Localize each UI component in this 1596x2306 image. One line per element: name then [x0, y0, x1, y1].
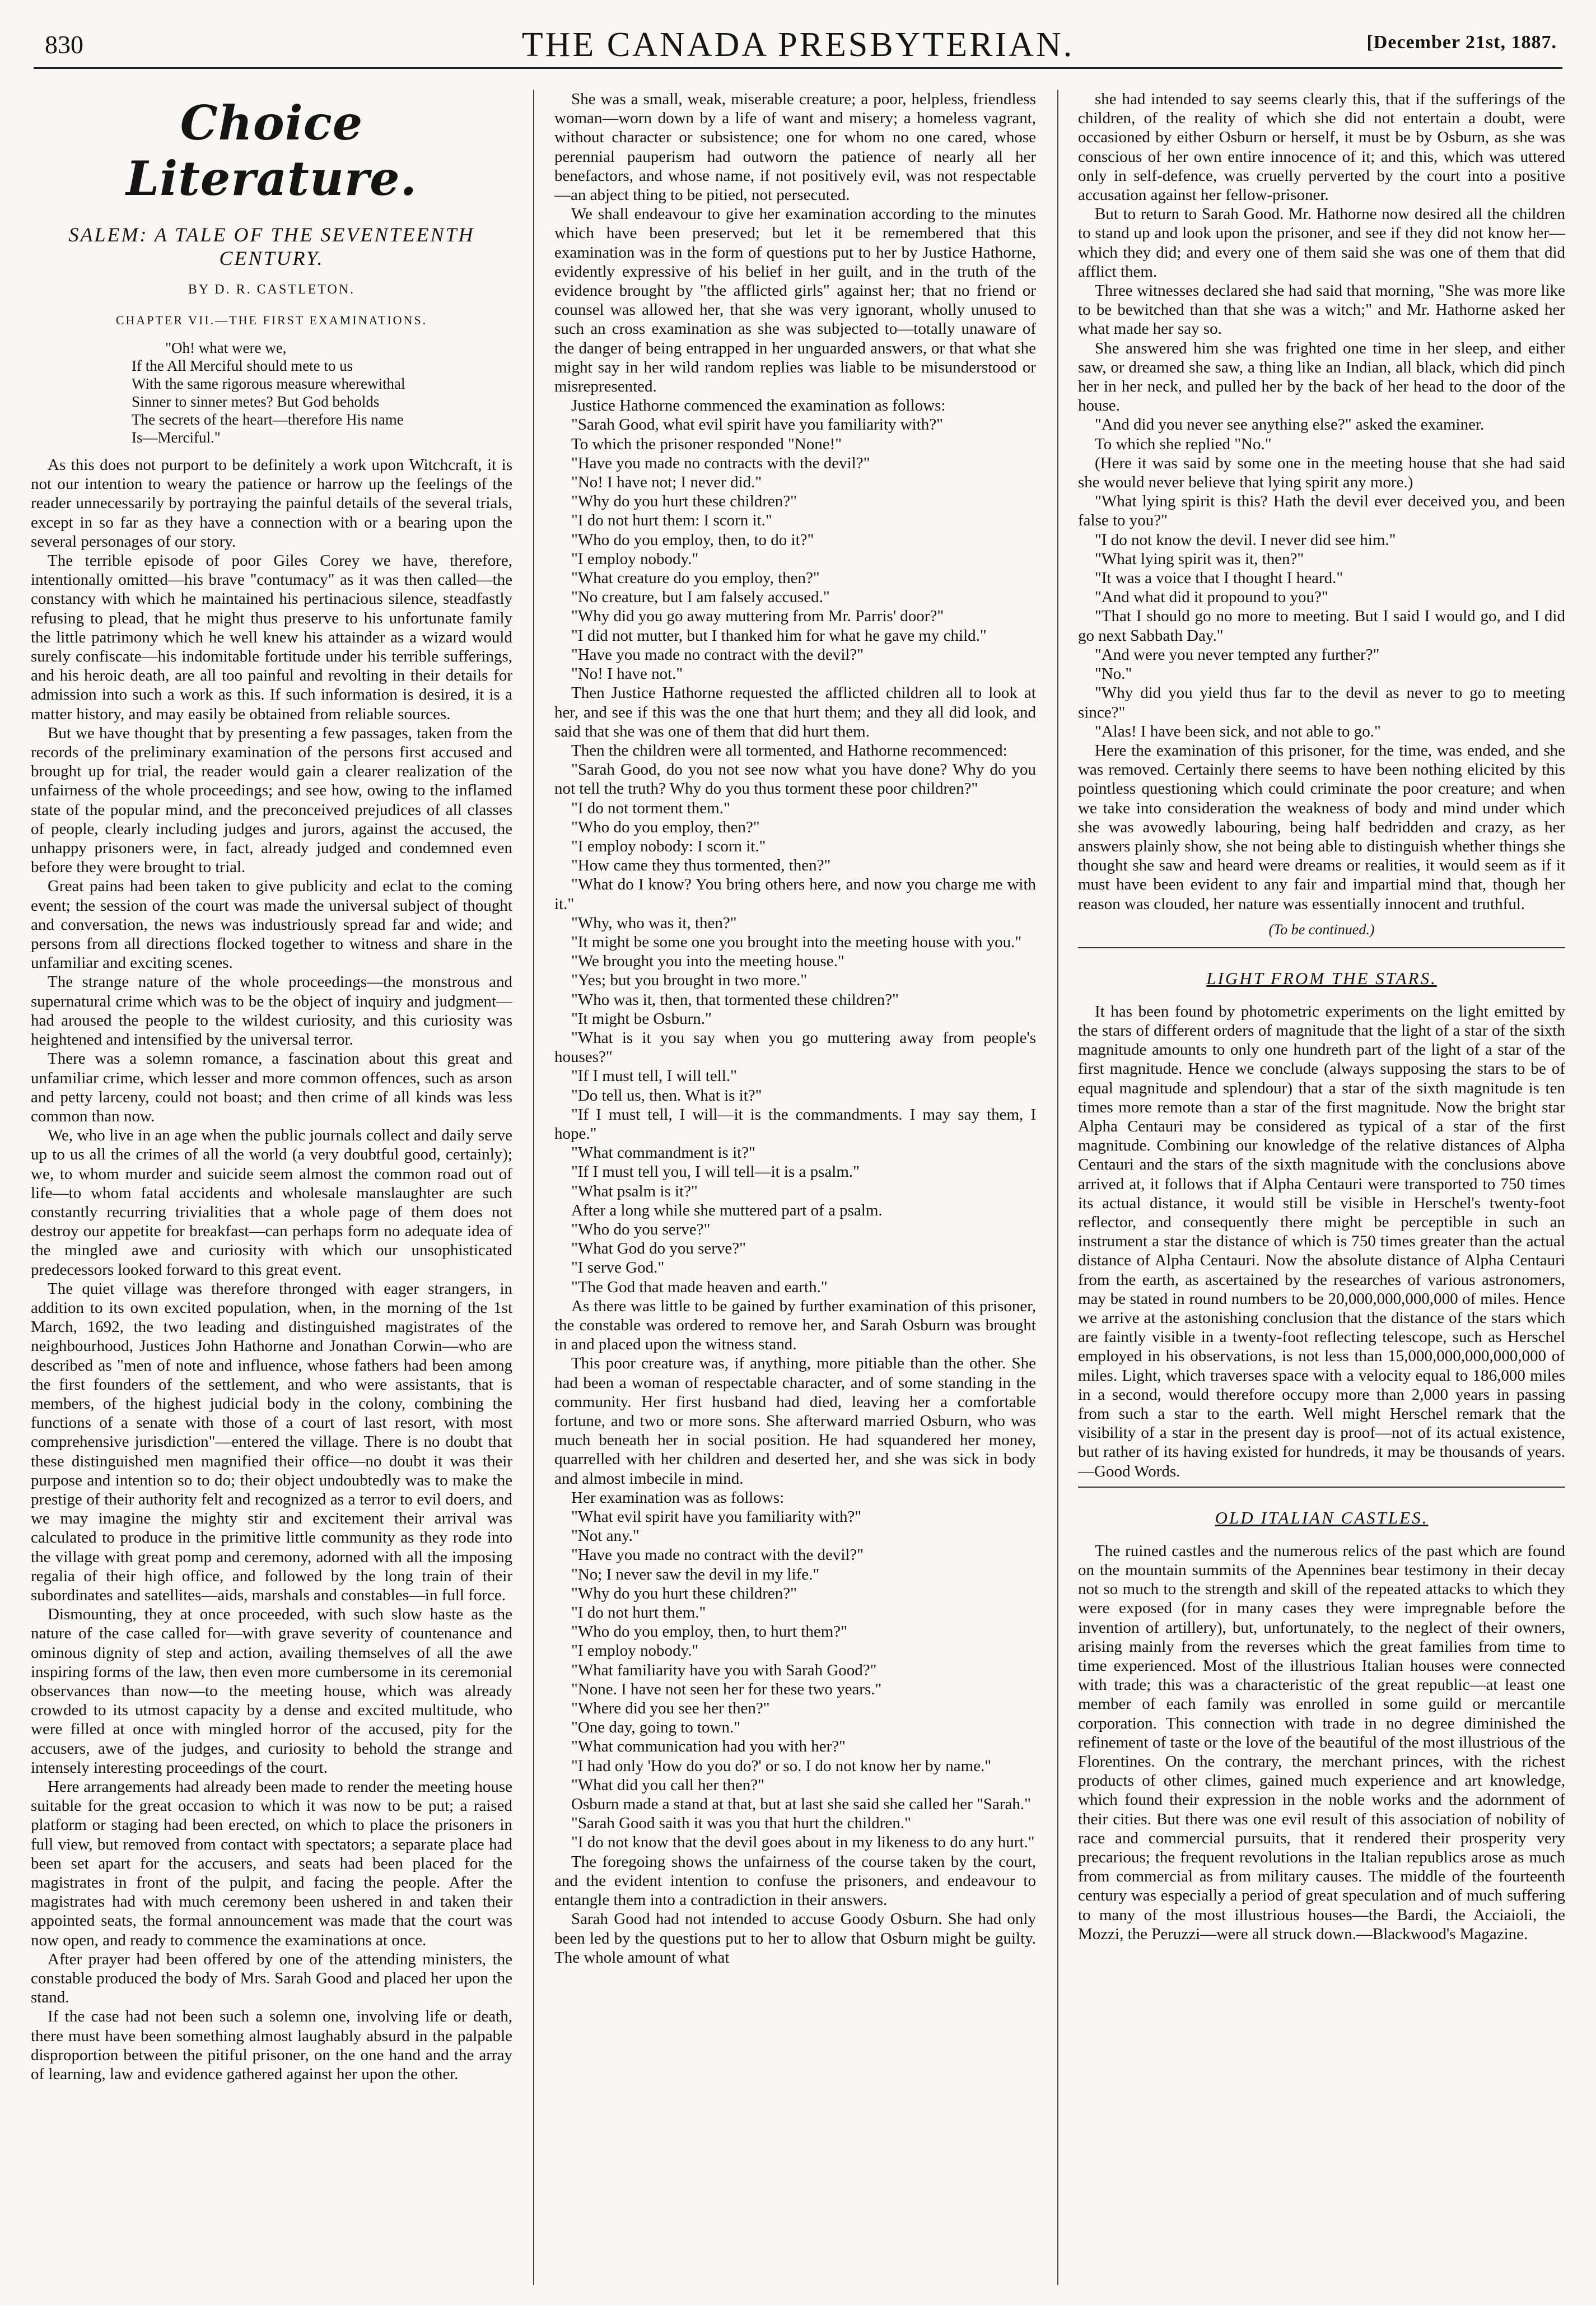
article-body-light	[1078, 1002, 1565, 1481]
paragraph: "Sarah Good, do you not see now what you have done? Why do you not tell the truth? Why do you thus torment these poor children?"	[554, 761, 1036, 798]
verse-line: With the same rigorous measure wherewithal	[132, 375, 405, 392]
paragraph: "Not any."	[571, 1527, 640, 1545]
paragraph: "Why did you go away muttering from Mr. Parris' door?"	[571, 607, 944, 626]
paragraph: "Alas! I have been sick, and not able to go."	[1095, 722, 1381, 740]
paragraph: she had intended to say seems clearly this, that if the sufferings of the children, of the reality of which she did not entertain a doubt, were occasioned by either Osburn or herself, it must be by Osburn, as she was conscious of her own entire innocence of it; and this, which was uttered only in self-defence, was cruelly perverted by the court into a positive accusation against her fellow-prisoner.	[1078, 90, 1565, 204]
paragraph: "I do not torment them."	[571, 799, 730, 817]
column-3	[1078, 90, 1565, 2285]
paragraph: "Where did you see her then?"	[571, 1699, 770, 1718]
paragraph: "What God do you serve?"	[571, 1240, 746, 1258]
paragraph: "And what did it propound to you?"	[1095, 588, 1328, 607]
paragraph: But we have thought that by presenting a few passages, taken from the records of the preliminary examination of the persons first accused and brought up for trial, the reader would gain a clearer realization of the unfairness of the whole proceedings; and see how, owing to the inflamed state of the popular mind, and the preconceived prejudices of all classes of people, clearly including judges and jurors, against the accused, the unhappy prisoners were, in fact, already judged and condemned even before they were brought to trial.	[31, 724, 512, 877]
story-body-part-2	[554, 90, 1036, 1967]
paragraph: "What evil spirit have you familiarity with?"	[571, 1508, 862, 1526]
paragraph: "I employ nobody."	[571, 1642, 699, 1660]
paragraph: "I do not hurt them."	[571, 1604, 706, 1622]
paragraph: "I serve God."	[571, 1259, 665, 1277]
paragraph: To which she replied "No."	[1095, 435, 1272, 453]
paragraph: "That I should go no more to meeting. But I said I would go, and I did go next Sabbath Day."	[1078, 607, 1565, 645]
paragraph: "What is it you say when you go muttering away from people's houses?"	[554, 1028, 1036, 1066]
paragraph: The ruined castles and the numerous relics of the past which are found on the mountain summits of the Apennines bear testimony in their decay not so much to the strength and skill of the repeated attacks to which they were exposed (for in many cases they were impregnable before the invention of artillery), but, unfortunately, to the neglect of their owners, arising mainly from the reverses which the great families from time to time experienced. Most of the illustrious Italian houses were connected with trade; this was a characteristic of the great republic—at least one member of each family was enrolled in some guild or mercantile corporation. This connection with trade in no degree diminished the refinement of taste or the love of the beautiful of the most illustrious of the Florentines. On the contrary, the merchant princes, with the richest products of other climes, gained much experience and art knowledge, which found their expression in the noble works and the adornment of their cities. But there was one evil result of this association of nobility of race and commercial pursuits, that it rendered their prosperity very precarious; the frequent revolutions in the Italian republics arose as much from commercial as from military causes. The middle of the fourteenth century was especially a period of great speculation and of much suffering to many of the most illustrious houses—the Bardi, the Acciaioli, the Mozzi, the Peruzzi—were all struck down.—Blackwood's Magazine.	[1078, 1541, 1565, 1943]
column-rule	[1057, 90, 1058, 2285]
paragraph: It has been found by photometric experiments on the light emitted by the stars of different orders of magnitude that the light of a star of the sixth magnitude amounts to only one hundreth part of the light of a star of the first magnitude. Hence we conclude (always supposing the stars to be of equal magnitude and splendour) that a star of the sixth magnitude is ten times more remote than a star of the first magnitude. Now the bright star Alpha Centauri may be considered as typical of a star of the first magnitude. Combining our knowledge of the relative distances of Alpha Centauri and the stars of the sixth magnitude with the conclusions above arrived at, it follows that if Alpha Centauri were transported to 750 times its actual distance, it would still be visible in Herschel's twenty-foot reflector, and consequently there might be perceptible in such an instrument a star the distance of which is 750 times greater than the actual distance of Alpha Centauri. Now the absolute distance of Alpha Centauri from the earth, as ascertained by the researches of various astronomers, may be stated in round numbers to be 20,000,000,000,000 of miles. Hence we arrive at the astonishing conclusion that the distance of the stars which are faintly visible in a twenty-foot reflecting telescope, such as Herschel employed in his observations, is not less than 15,000,000,000,000,000 of miles. Light, which traverses space with a velocity equal to 186,000 miles in a second, would therefore occupy more than 2,000 years in passing from such a star to the earth. Well might Herschel remark that the visibility of a star in the present day is proof—not of its actual existence, but rather of its having existed for hundreds, it may be thousands of years.—Good Words.	[1078, 1002, 1565, 1480]
paragraph: Her examination was as follows:	[571, 1488, 785, 1507]
paragraph: "What lying spirit was it, then?"	[1095, 549, 1304, 568]
paragraph: "The God that made heaven and earth."	[571, 1278, 828, 1296]
paragraph: "And were you never tempted any further?"	[1095, 645, 1380, 664]
paragraph: "Have you made no contract with the devil?"	[571, 1546, 864, 1564]
to-be-continued: (To be continued.)	[1268, 921, 1375, 938]
column-1	[31, 90, 512, 2285]
paragraph: "Sarah Good, what evil spirit have you familiarity with?"	[571, 416, 943, 434]
paragraph: "It might be some one you brought into the meeting house with you."	[571, 933, 1022, 951]
paragraph: "I employ nobody: I scorn it."	[571, 837, 766, 855]
paragraph: "No creature, but I am falsely accused."	[571, 588, 830, 607]
paragraph: "Who was it, then, that tormented these children?"	[571, 990, 899, 1009]
paragraph: Three witnesses declared she had said that morning, "She was more like to be bewitched than that she was a witch;" and Mr. Hathorne asked her what made her say so.	[1078, 282, 1565, 338]
paragraph: (Here it was said by some one in the meeting house that she had said she would never believe that lying spirit any more.)	[1078, 454, 1565, 492]
paragraph: To which the prisoner responded "None!"	[571, 435, 842, 453]
paragraph: We shall endeavour to give her examination according to the minutes which have been preserved; but let it be remembered that this examination was in the form of questions put to her by Justice Hathorne, evidently expressive of his belief in her guilt, and in the truth of the evidence brought by "the afflicted girls" against her; that no friend or counsel was allowed her, that she was very ignorant, wholly unused to such an cross examination as she was subjected to—totally unaware of the danger of being entrapped in her unguarded answers, or that what she might say in her wild random replies was liable to be misunderstood or misrepresented.	[554, 205, 1036, 396]
paragraph: Great pains had been taken to give publicity and eclat to the coming event; the session of the court was made the universal subject of thought and conversation, the news was industriously spread far and wide; and persons from all directions flocked together to witness and share in the unfamiliar and exciting scenes.	[31, 877, 512, 972]
paragraph: "What communication had you with her?"	[571, 1737, 846, 1756]
paragraph: As there was little to be gained by further examination of this prisoner, the constable was ordered to remove her, and Sarah Osburn was brought in and placed upon the witness stand.	[554, 1297, 1036, 1354]
verse-line: If the All Merciful should mete to us	[132, 357, 353, 374]
article-body-castles	[1078, 1541, 1565, 1944]
paragraph: The terrible episode of poor Giles Corey we have, therefore, intentionally omitted—his brave "contumacy" as it was then called—the constancy with which he maintained his pertinacious silence, steadfastly refusing to plead, that he might thus preserve to his unfortunate family the little patrimony which he well knew his attainder as a wizard would surely confiscate—his indomitable fortitude under his terrible sufferings, and his heroic death, are all too painful and revolting in their details for admission into such a work as this. If such information is desired, it is a matter history, and may easily be obtained from reliable sources.	[31, 552, 512, 723]
paragraph: She answered him she was frighted one time in her sleep, and either saw, or dreamed she saw, a thing like an Indian, all black, which did pinch her in her neck, and pulled her by the back of her head to the door of the house.	[1078, 339, 1565, 415]
paragraph: There was a solemn romance, a fascination about this great and unfamiliar crime, which lesser and more common offences, such as arson and petty larceny, could not boast; and then crime of all kinds was less common than now.	[31, 1050, 512, 1125]
verse-line: "Oh! what were we,	[165, 339, 287, 356]
paragraph: Sarah Good had not intended to accuse Goody Osburn. She had only been led by the questions put to her to allow that Osburn might be guilty. The whole amount of what	[554, 1910, 1036, 1967]
paragraph: She was a small, weak, miserable creature; a poor, helpless, friendless woman—worn down by a life of want and misery; a homeless vagrant, without character or subsistence; one for whom no one cared, whose perennial pauperism had outworn the patience of nearly all her benefactors, and whose name, if not positively evil, was not respectable—an abject thing to be pitied, not persecuted.	[554, 90, 1036, 204]
paragraph: "Who do you employ, then?"	[571, 818, 760, 836]
paragraph: "No; I never saw the devil in my life."	[571, 1565, 820, 1583]
paragraph: "Do tell us, then. What is it?"	[571, 1086, 762, 1105]
verse-line: Is—Merciful."	[132, 429, 221, 446]
paragraph: "What do I know? You bring others here, and now you charge me with it."	[554, 875, 1036, 913]
paragraph: Osburn made a stand at that, but at last she said she called her "Sarah."	[571, 1795, 1031, 1814]
issue-date: [December 21st, 1887.	[1366, 32, 1557, 53]
paragraph: "No! I have not; I never did."	[571, 473, 762, 492]
paragraph: "What psalm is it?"	[571, 1182, 698, 1200]
paragraph: "Who do you serve?"	[571, 1220, 711, 1238]
paragraph: If the case had not been such a solemn one, involving life or death, there must have been something almost laughably absurd in the palpable disproportion between the pitiful prisoner, on the one hand and the array of learning, law and evidence gathered against her upon the other.	[31, 2007, 512, 2084]
paragraph: "What creature do you employ, then?"	[571, 569, 820, 588]
paragraph: This poor creature was, if anything, more pitiable than the other. She had been a woman of respectable character, and of some standing in the community. Her first husband had died, leaving her a comfortable fortune, and two or more sons. She afterward married Osburn, who was much beneath her in social position. He had squandered her money, quarrelled with her children and deserted her, and she was sick in body and almost imbecile in mind.	[554, 1354, 1036, 1488]
verse-line: The secrets of the heart—therefore His name	[132, 411, 404, 428]
paragraph: "I had only 'How do you do?' or so. I do not know her by name."	[571, 1757, 992, 1775]
column-2	[554, 90, 1036, 2285]
paragraph: But to return to Sarah Good. Mr. Hathorne now desired all the children to stand up and look upon the prisoner, and see if they did not know her—which they did; and every one of them said she was one of them that did afflict them.	[1078, 205, 1565, 281]
paragraph: The quiet village was therefore thronged with eager strangers, in addition to its own excited population, when, in the morning of the 1st March, 1692, the two leading and distinguished magistrates of the neighbourhood, Justices John Hathorne and Jonathan Corwin—who are described as "men of note and influence, whose fathers had been among the first founders of the settlement, and who were assistants, that is members, of the highest judicial body in the colony, combining the functions of a senate with those of a court of last resort, with most comprehensive jurisdiction"—entered the village. There is no doubt that these distinguished men magnified their office—no doubt it was their purpose and intention so to do; their object undoubtedly was to make the prestige of their authority felt and recognized as a terror to evil doers, and we may imagine the mighty stir and excitement their arrival was calculated to produce in the primitive little community as they rode into the village with great pomp and ceremony, adorned with all the imposing regalia of their high office, and followed by the long train of their subordinates and satellites—aids, marshals and constables—in full force.	[31, 1279, 512, 1604]
column-rule	[533, 90, 534, 2285]
paragraph: Justice Hathorne commenced the examination as follows:	[571, 397, 946, 415]
article-title-old-italian-castles: OLD ITALIAN CASTLES.	[1215, 1507, 1429, 1527]
paragraph: After a long while she muttered part of a psalm.	[571, 1201, 883, 1219]
paragraph: Dismounting, they at once proceeded, with such slow haste as the nature of the case called for—with grave severity of countenance and ominous dignity of step and action, availing themselves of all the awe inspiring forms of the law, then even more cumbersome in its ceremonial observances than now—to the meeting house, which was already crowded to its utmost capacity by a dense and excited multitude, who were filled at once with mingled horror of the accused, pity for the accusers, awe of the judges, and curiosity to behold the strange and intensely interesting proceedings of the court.	[31, 1605, 512, 1777]
paragraph: Here the examination of this prisoner, for the time, was ended, and she was removed. Certainly there seems to have been nothing elicited by this pointless questioning which could criminate the poor creature; and when we take into consideration the weakness of body and mind under which she was avowedly labouring, being half bedridden and crazy, as her answers plainly show, she not being able to distinguish whether things she thought she saw and heard were dreams or realities, it would seem as if it must have been evident to any fair and impartial mind that, though her reason was clouded, her nature was essentially innocent and truthful.	[1078, 741, 1565, 913]
paragraph: "How came they thus tormented, then?"	[571, 856, 831, 875]
paragraph: "We brought you into the meeting house."	[571, 952, 844, 971]
paragraph: "Yes; but you brought in two more."	[571, 971, 808, 990]
chapter-heading: CHAPTER VII.—THE FIRST EXAMINATIONS.	[115, 313, 428, 327]
verse-line: Sinner to sinner metes? But God beholds	[132, 393, 380, 410]
paragraph: "Who do you employ, then, to hurt them?"	[571, 1623, 847, 1641]
paragraph: "Why do you hurt these children?"	[571, 1584, 797, 1602]
paragraph: "What familiarity have you with Sarah Good?"	[571, 1661, 877, 1679]
paragraph: "What lying spirit is this? Hath the devil ever deceived you, and been false to you?"	[1078, 492, 1565, 530]
page-number: 830	[45, 30, 83, 59]
paragraph: "Why, who was it, then?"	[571, 914, 737, 932]
section-masthead: Choice Literature.	[126, 95, 417, 206]
paragraph: "What did you call her then?"	[571, 1776, 764, 1794]
paragraph: "None. I have not seen her for these two years."	[571, 1680, 882, 1698]
story-body-part-1	[31, 455, 512, 2084]
paragraph: Then the children were all tormented, and Hathorne recommenced:	[571, 741, 1007, 760]
paragraph: "And did you never see anything else?" asked the examiner.	[1095, 416, 1485, 434]
paragraph: "If I must tell, I will—it is the commandments. I may say them, I hope."	[554, 1105, 1036, 1143]
paragraph: "If I must tell you, I will tell—it is a psalm."	[571, 1163, 860, 1181]
story-byline: BY D. R. CASTLETON.	[188, 282, 356, 297]
page-header	[34, 25, 1562, 69]
story-body-part-3	[1078, 90, 1565, 914]
paragraph: "Sarah Good saith it was you that hurt the children."	[571, 1814, 911, 1833]
paragraph: Then Justice Hathorne requested the afflicted children all to look at her, and see if this was the one that hurt them; and they all did look, and said that she was one of them that did hurt them.	[554, 684, 1036, 740]
article-title-light-from-the-stars: LIGHT FROM THE STARS.	[1206, 968, 1437, 988]
paragraph: "No."	[1095, 665, 1132, 683]
paragraph: "Why did you yield thus far to the devil as never to go to meeting since?"	[1078, 684, 1565, 721]
paragraph: The strange nature of the whole proceedings—the monstrous and supernatural crime which was to be the object of inquiry and judgment—had aroused the people to the wildest curiosity, and this curiosity was heightened and intensified by the universal terror.	[31, 973, 512, 1049]
paragraph: As this does not purport to be definitely a work upon Witchcraft, it is not our intention to weary the patience or harrow up the feelings of the reader unnecessarily by portraying the painful details of the several trials, except in so far as they have a connection with or a bearing upon the several personages of our story.	[31, 456, 512, 551]
article-separator	[1078, 1487, 1565, 1488]
paragraph: "No! I have not."	[571, 665, 683, 683]
paragraph: "I employ nobody."	[571, 549, 699, 568]
newspaper-title: THE CANADA PRESBYTERIAN.	[521, 26, 1075, 64]
paragraph: "If I must tell, I will tell."	[571, 1067, 737, 1086]
paragraph: "Have you made no contracts with the devil?"	[571, 454, 870, 472]
paragraph: "What commandment is it?"	[571, 1144, 755, 1162]
paragraph: "I do not hurt them: I scorn it."	[571, 511, 772, 530]
paragraph: "One day, going to town."	[571, 1718, 741, 1737]
paragraph: "Why do you hurt these children?"	[571, 492, 797, 511]
paragraph: "It might be Osburn."	[571, 1009, 712, 1028]
paragraph: "It was a voice that I thought I heard."	[1095, 569, 1343, 588]
epigraph-verse	[132, 339, 512, 446]
paragraph: After prayer had been offered by one of the attending ministers, the constable produced the body of Mrs. Sarah Good and placed her upon the stand.	[31, 1950, 512, 2007]
paragraph: Here arrangements had already been made to render the meeting house suitable for the great occasion to which it was now to be put; a raised platform or staging had been erected, on which to place the prisoners in full view, but removed from contact with spectators; a separate place had been set apart for the accusers, and seats had been placed for the magistrates in front of the pulpit, and facing the people. After the magistrates had with much ceremony been ushered in and taken their appointed seats, the formal announcement was made that the court was now open, and ready to commence the examinations at once.	[31, 1778, 512, 1949]
article-separator	[1078, 947, 1565, 948]
paragraph: "I do not know the devil. I never did see him."	[1095, 530, 1396, 549]
paragraph: "I do not know that the devil goes about in my likeness to do any hurt."	[571, 1833, 1035, 1852]
story-title: SALEM: A TALE OF THE SEVENTEENTH CENTURY.	[68, 223, 475, 269]
paragraph: We, who live in an age when the public journals collect and daily serve up to us all the crimes of all the world (a very doubtful good, certainly); we, to whom murder and suicide seem almost the common road out of life—to whom fatal accidents and wholesale manslaughter are such constantly recurring trivialities that a whole page of them does not destroy our appetite for breakfast—can perhaps form no adequate idea of the mingled awe and curiosity with which our unsophisticated predecessors looked forward to this great event.	[31, 1126, 512, 1279]
paragraph: The foregoing shows the unfairness of the course taken by the court, and the evident intention to confuse the prisoners, and endeavour to entangle them into a contradiction in their answers.	[554, 1852, 1036, 1909]
paragraph: "Have you made no contract with the devil?"	[571, 645, 864, 664]
paragraph: "I did not mutter, but I thanked him for what he gave my child."	[571, 626, 987, 645]
paragraph: "Who do you employ, then, to do it?"	[571, 530, 814, 549]
